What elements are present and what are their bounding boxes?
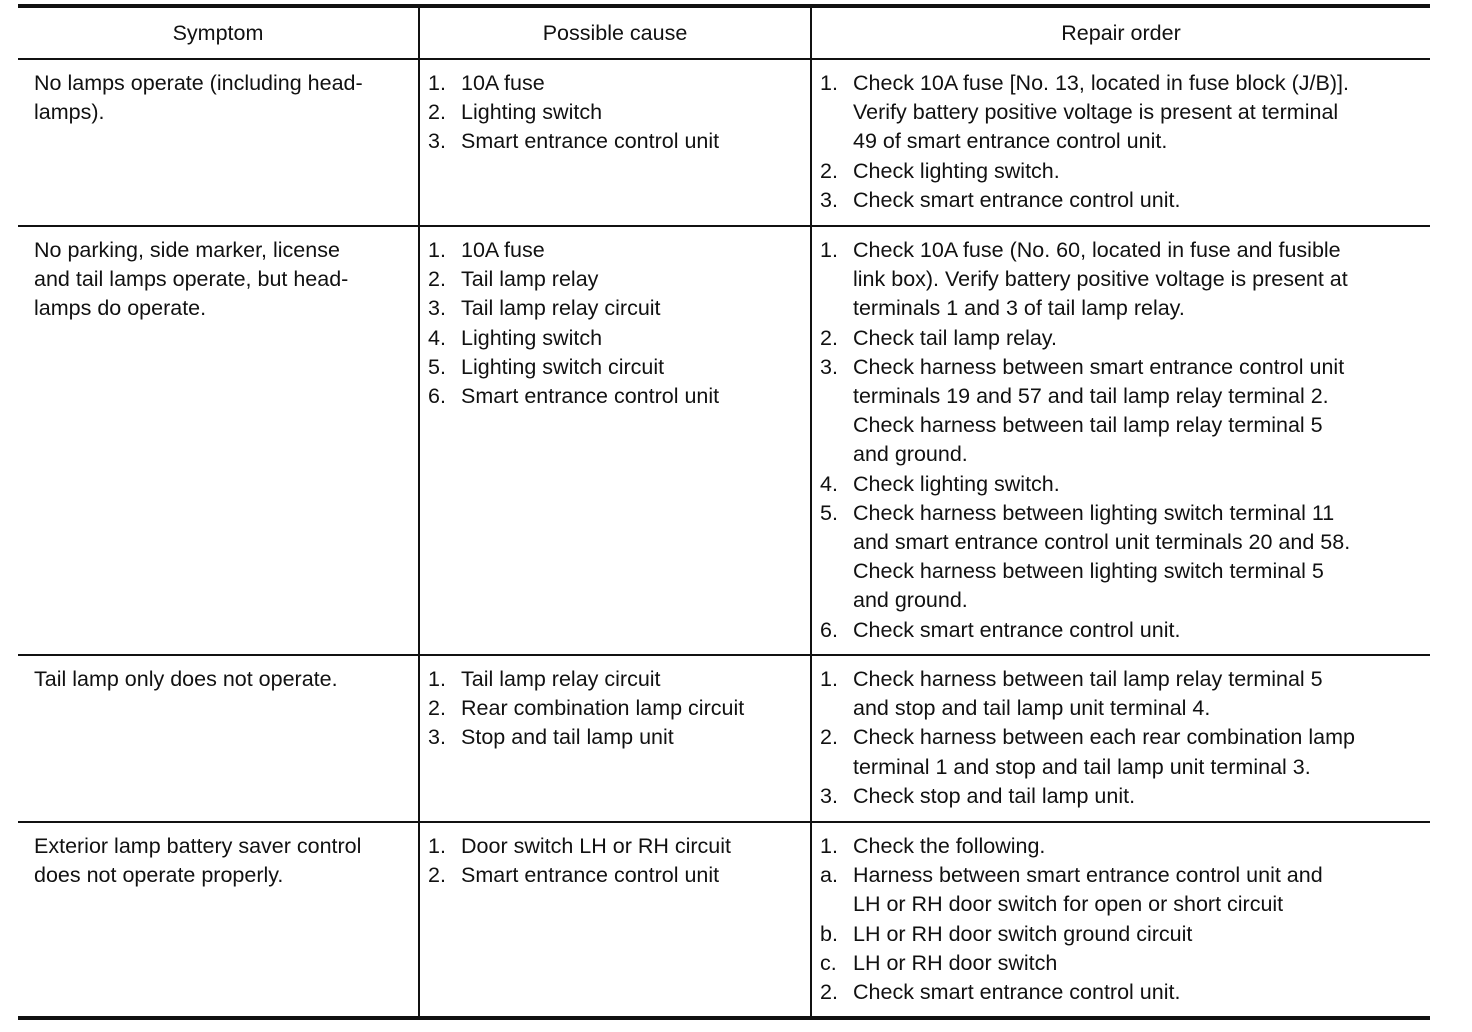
repair-step (820, 723, 1424, 781)
cause-number: 3. (428, 129, 446, 154)
repair-step-number: 6. (820, 617, 838, 642)
repair-step-text: terminals 19 and 57 and tail lamp relay terminal 2. (853, 384, 1329, 409)
repair-step (820, 324, 1424, 353)
repair-step (820, 978, 1424, 1007)
repair-step (820, 782, 1424, 811)
cause-list (428, 69, 804, 157)
cause-item (428, 69, 804, 98)
table-row (18, 655, 1430, 822)
repair-step-number: 2. (820, 158, 838, 183)
symptom-cell (18, 226, 419, 655)
repair-step-list (820, 236, 1424, 645)
repair-step (820, 499, 1424, 616)
repair-step-text: Check harness between each rear combination lamp (853, 725, 1355, 750)
repair-step-number: c. (820, 950, 837, 975)
repair-step-text: Verify battery positive voltage is present at terminal (853, 100, 1339, 125)
repair-step-text: and ground. (853, 588, 968, 613)
repair-step-text: Check stop and tail lamp unit. (853, 783, 1136, 808)
possible-cause-cell (419, 226, 811, 655)
repair-step (820, 861, 1424, 919)
repair-step-text: terminal 1 and stop and tail lamp unit terminal 3. (853, 754, 1311, 779)
repair-step-list (820, 832, 1424, 1007)
repair-step (820, 920, 1424, 949)
repair-step-text: Check harness between smart entrance control unit (853, 354, 1345, 379)
cause-text: Tail lamp relay circuit (461, 667, 661, 691)
cause-number: 1. (428, 667, 446, 691)
table-header-row (18, 6, 1430, 59)
repair-step-text: and smart entrance control unit terminals 20 and 58. (853, 530, 1351, 555)
header-possible-cause: Possible cause (419, 6, 811, 59)
repair-step-number: 1. (820, 667, 838, 691)
cause-text: Door switch LH or RH circuit (461, 834, 731, 858)
repair-step-number: 1. (820, 834, 838, 858)
cause-list (428, 832, 804, 890)
cause-list (428, 236, 804, 411)
cause-number: 3. (428, 296, 446, 321)
repair-step-text: Check lighting switch. (853, 471, 1060, 496)
cause-text: Smart entrance control unit (461, 129, 720, 154)
repair-step-text: Check the following. (853, 834, 1046, 858)
repair-step (820, 616, 1424, 645)
repair-step-text: Check 10A fuse (No. 60, located in fuse and fusible (853, 238, 1341, 262)
repair-step-text: Check harness between lighting switch terminal 5 (853, 559, 1324, 584)
repair-step-text: Check smart entrance control unit. (853, 980, 1181, 1005)
cause-item (428, 353, 804, 382)
repair-step-number: 1. (820, 238, 838, 262)
symptom-text: No parking, side marker, license (34, 238, 340, 262)
cause-number: 1. (428, 71, 446, 95)
repair-step-text: Check smart entrance control unit. (853, 187, 1181, 212)
cause-item (428, 382, 804, 411)
cause-item (428, 723, 804, 752)
cause-number: 4. (428, 325, 446, 350)
repair-step-text: and stop and tail lamp unit terminal 4. (853, 696, 1211, 721)
repair-step-number: 3. (820, 783, 838, 808)
repair-step-number: 4. (820, 471, 838, 496)
repair-step-list (820, 665, 1424, 811)
repair-step (820, 157, 1424, 186)
possible-cause-cell (419, 59, 811, 226)
symptom-text: does not operate properly. (34, 863, 284, 888)
repair-step-number: 3. (820, 187, 838, 212)
cause-item (428, 294, 804, 323)
repair-step-number: 2. (820, 325, 838, 350)
symptom-text: Exterior lamp battery saver control (34, 834, 362, 858)
symptom-text: lamps). (34, 100, 105, 125)
repair-step (820, 236, 1424, 324)
repair-step-text: terminals 1 and 3 of tail lamp relay. (853, 296, 1185, 321)
repair-step (820, 665, 1424, 723)
cause-item (428, 832, 804, 861)
cause-text: Lighting switch (461, 325, 603, 350)
repair-order-cell (811, 822, 1430, 1018)
cause-item (428, 665, 804, 694)
repair-step-number: 2. (820, 725, 838, 750)
repair-step-text: Check 10A fuse [No. 13, located in fuse block (J/B)]. (853, 71, 1349, 95)
cause-number: 1. (428, 834, 446, 858)
repair-step (820, 353, 1424, 470)
table-row (18, 226, 1430, 655)
repair-step-number: a. (820, 863, 838, 888)
cause-number: 1. (428, 238, 446, 262)
symptom-cell (18, 59, 419, 226)
repair-step (820, 832, 1424, 861)
repair-step-text: Check harness between tail lamp relay terminal 5 (853, 413, 1323, 438)
cause-text: Lighting switch (461, 100, 603, 125)
repair-order-cell (811, 226, 1430, 655)
repair-step-text: LH or RH door switch (853, 950, 1058, 975)
repair-step-number: b. (820, 921, 838, 946)
repair-step-text: LH or RH door switch for open or short circuit (853, 892, 1284, 917)
repair-step-text: LH or RH door switch ground circuit (853, 921, 1193, 946)
cause-number: 2. (428, 696, 446, 721)
symptom-text: No lamps operate (including head- (34, 71, 363, 95)
repair-step-text: Check lighting switch. (853, 158, 1060, 183)
diagnosis-sheet (18, 4, 1430, 1020)
repair-step (820, 949, 1424, 978)
possible-cause-cell (419, 822, 811, 1018)
cause-text: Stop and tail lamp unit (461, 725, 674, 750)
repair-step-number: 3. (820, 354, 838, 379)
cause-number: 3. (428, 725, 446, 750)
repair-step (820, 186, 1424, 215)
cause-item (428, 324, 804, 353)
repair-step-text: link box). Verify battery positive voltage is present at (853, 267, 1348, 292)
repair-order-cell (811, 655, 1430, 822)
trouble-diagnosis-table (18, 4, 1430, 1020)
repair-step-number: 2. (820, 980, 838, 1005)
cause-item (428, 265, 804, 294)
repair-step-text: Check tail lamp relay. (853, 325, 1057, 350)
cause-item (428, 98, 804, 127)
repair-step-text: Harness between smart entrance control unit and (853, 863, 1323, 888)
cause-item (428, 127, 804, 156)
repair-step-text: Check harness between tail lamp relay terminal 5 (853, 667, 1323, 691)
repair-step (820, 470, 1424, 499)
repair-step-list (820, 69, 1424, 215)
cause-number: 5. (428, 354, 446, 379)
cause-text: 10A fuse (461, 238, 545, 262)
table-row (18, 59, 1430, 226)
cause-number: 2. (428, 100, 446, 125)
header-repair-order: Repair order (811, 6, 1430, 59)
symptom-cell (18, 655, 419, 822)
repair-step-number: 1. (820, 71, 838, 95)
symptom-text: Tail lamp only does not operate. (34, 667, 338, 691)
table-row (18, 822, 1430, 1018)
repair-step-number: 5. (820, 500, 838, 525)
cause-text: Lighting switch circuit (461, 354, 665, 379)
cause-number: 2. (428, 863, 446, 888)
cause-number: 2. (428, 267, 446, 292)
cause-number: 6. (428, 384, 446, 409)
cause-text: 10A fuse (461, 71, 545, 95)
repair-step (820, 69, 1424, 157)
symptom-cell (18, 822, 419, 1018)
cause-item (428, 861, 804, 890)
symptom-text: lamps do operate. (34, 296, 207, 321)
cause-item (428, 236, 804, 265)
repair-step-text: Check smart entrance control unit. (853, 617, 1181, 642)
cause-list (428, 665, 804, 753)
cause-item (428, 694, 804, 723)
repair-step-text: and ground. (853, 442, 968, 467)
repair-order-cell (811, 59, 1430, 226)
cause-text: Rear combination lamp circuit (461, 696, 745, 721)
symptom-text: and tail lamps operate, but head- (34, 267, 349, 292)
header-symptom: Symptom (18, 6, 419, 59)
cause-text: Tail lamp relay circuit (461, 296, 661, 321)
possible-cause-cell (419, 655, 811, 822)
repair-step-text: 49 of smart entrance control unit. (853, 129, 1168, 154)
cause-text: Tail lamp relay (461, 267, 599, 292)
repair-step-text: Check harness between lighting switch terminal 11 (853, 500, 1335, 525)
cause-text: Smart entrance control unit (461, 384, 720, 409)
cause-text: Smart entrance control unit (461, 863, 720, 888)
